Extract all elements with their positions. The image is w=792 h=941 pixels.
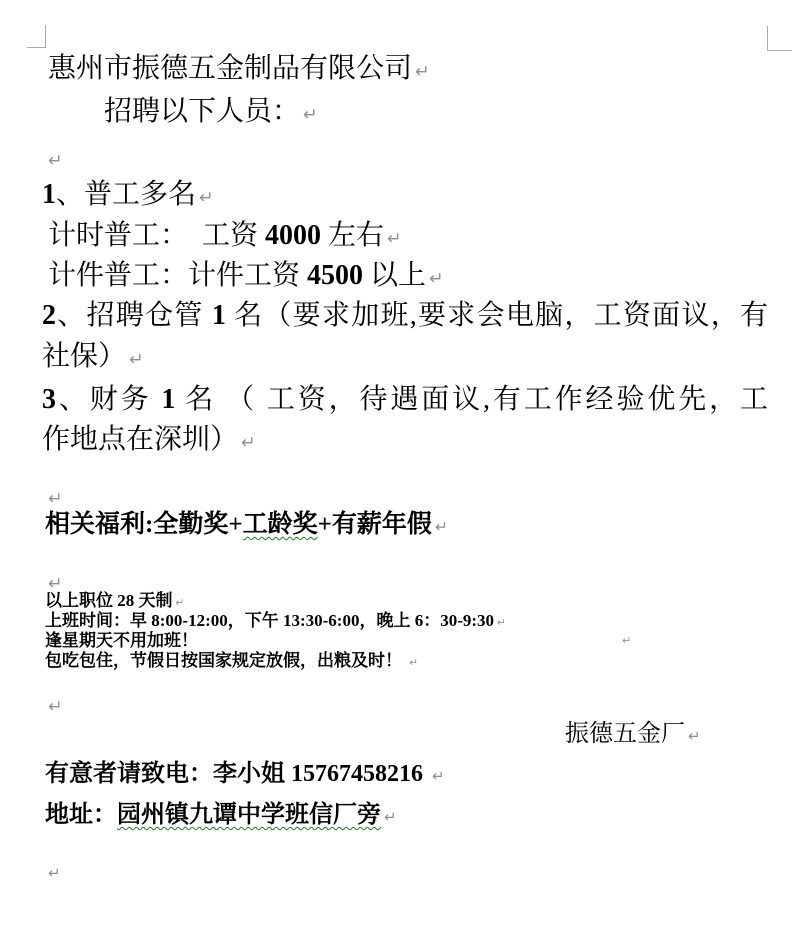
paragraph-mark-icon: ↵ <box>622 634 632 647</box>
paragraph-mark-icon: ↵ <box>48 489 63 509</box>
text-segment: 名 （ 工资，待遇面议,有工作经验优先，工 <box>175 384 768 415</box>
text-segment: 以上 <box>363 260 427 291</box>
paragraph-mark-icon: ↵ <box>409 657 419 669</box>
text-segment: 振德五金厂 <box>565 721 685 747</box>
text-segment: 3 <box>42 384 56 415</box>
text-segment: 包吃包住，节假日按国家规定放假，出粮及时！ <box>45 651 407 670</box>
line-text <box>48 53 412 84</box>
line-text <box>565 721 685 747</box>
address-line <box>45 800 396 833</box>
line-text <box>42 341 126 372</box>
text-segment: 名（要求加班,要求会电脑，工资面议，有 <box>225 300 768 331</box>
schedule-meals-line <box>45 650 418 674</box>
line-text <box>42 179 196 210</box>
paragraph-mark-icon: ↵ <box>48 864 61 882</box>
item-3-line-2 <box>42 422 256 461</box>
line-text <box>45 611 494 630</box>
text-segment: 1 <box>161 384 176 415</box>
paragraph-mark-icon: ↵ <box>48 697 63 717</box>
piece-worker-line <box>48 258 444 297</box>
item-2-line-2 <box>42 339 144 378</box>
recruit-heading-line <box>104 94 318 133</box>
paragraph-mark-icon: ↵ <box>429 269 444 289</box>
contact-phone-line <box>45 759 444 792</box>
text-segment: 4500 <box>307 260 364 291</box>
text-segment: 以上职位 28 天制 <box>45 591 173 610</box>
text-segment: 上班时间：早 8:00-12:00，下午 13:30-6:00，晚上 6：30-9:30 <box>45 611 495 630</box>
text-segment: 地址： <box>45 802 117 828</box>
text-segment: 招聘以下人员： <box>104 96 301 127</box>
line-text <box>45 651 406 670</box>
line-text <box>48 220 384 251</box>
paragraph-mark-icon: ↵ <box>688 727 701 745</box>
text-segment: 作地点在深圳） <box>42 424 239 455</box>
line-text <box>45 631 198 650</box>
spellcheck-underlined-text: 园州镇九谭中学班信厂旁 <box>117 802 381 828</box>
paragraph-mark-icon: ↵ <box>434 518 448 536</box>
line-text <box>45 761 429 787</box>
item-3-line-1 <box>42 382 768 418</box>
text-segment: 1 <box>42 179 56 210</box>
line-text <box>42 300 768 331</box>
item-1-line <box>42 177 214 216</box>
paragraph-mark-icon: ↵ <box>387 229 402 249</box>
signature-line <box>565 719 700 752</box>
line-text <box>45 511 432 538</box>
text-segment: 15767458216 <box>291 761 423 787</box>
text-segment: 、普工多名 <box>56 179 197 210</box>
text-segment: 1 <box>211 300 226 331</box>
line-text <box>42 384 768 415</box>
line-text <box>48 260 426 291</box>
text-segment: 4000 <box>265 220 322 251</box>
company-title-line <box>48 51 430 90</box>
line-text <box>104 96 300 127</box>
text-segment: 、财务 <box>56 384 162 415</box>
empty-paragraph <box>48 140 63 179</box>
paragraph-mark-icon: ↵ <box>497 617 506 629</box>
paragraph-mark-icon: ↵ <box>241 433 256 453</box>
line-text <box>42 424 238 455</box>
paragraph-mark-icon: ↵ <box>303 105 318 125</box>
hourly-worker-line <box>48 218 402 257</box>
paragraph-mark-icon: ↵ <box>384 808 397 826</box>
text-segment: 计时普工： 工资 <box>48 220 266 251</box>
spellcheck-underlined-text: 工龄奖 <box>242 511 318 538</box>
item-2-line-1 <box>42 298 768 334</box>
text-boundary-corner-top-right-icon <box>767 26 792 51</box>
paragraph-mark-icon: ↵ <box>48 151 63 171</box>
line-text <box>45 802 381 828</box>
text-segment: 惠州市振德五金制品有限公司 <box>48 53 413 84</box>
text-segment: 有意者请致电：李小姐 <box>45 761 291 787</box>
paragraph-mark-icon: ↵ <box>129 350 144 370</box>
line-text <box>45 591 173 610</box>
paragraph-mark-icon: ↵ <box>199 188 214 208</box>
text-segment: 社保） <box>42 341 127 372</box>
text-segment: 计件普工：计件工资 <box>48 260 308 291</box>
empty-paragraph <box>48 856 60 889</box>
empty-paragraph <box>48 686 63 725</box>
text-segment: 左右 <box>321 220 385 251</box>
text-segment: 相关福利:全勤奖+ <box>45 511 243 538</box>
benefits-line <box>45 508 448 544</box>
paragraph-mark-icon: ↵ <box>432 767 445 785</box>
text-segment: +有薪年假 <box>317 511 432 538</box>
text-boundary-corner-top-left-icon <box>27 25 46 48</box>
paragraph-mark-icon: ↵ <box>48 574 63 594</box>
text-segment: 逢星期天不用加班！ <box>45 631 198 650</box>
text-segment: 2 <box>42 300 56 331</box>
paragraph-mark-icon: ↵ <box>415 62 430 82</box>
text-segment: 、招聘仓管 <box>56 300 212 331</box>
paragraph-mark-icon: ↵ <box>175 597 185 609</box>
schedule-sunday-line <box>45 630 198 651</box>
